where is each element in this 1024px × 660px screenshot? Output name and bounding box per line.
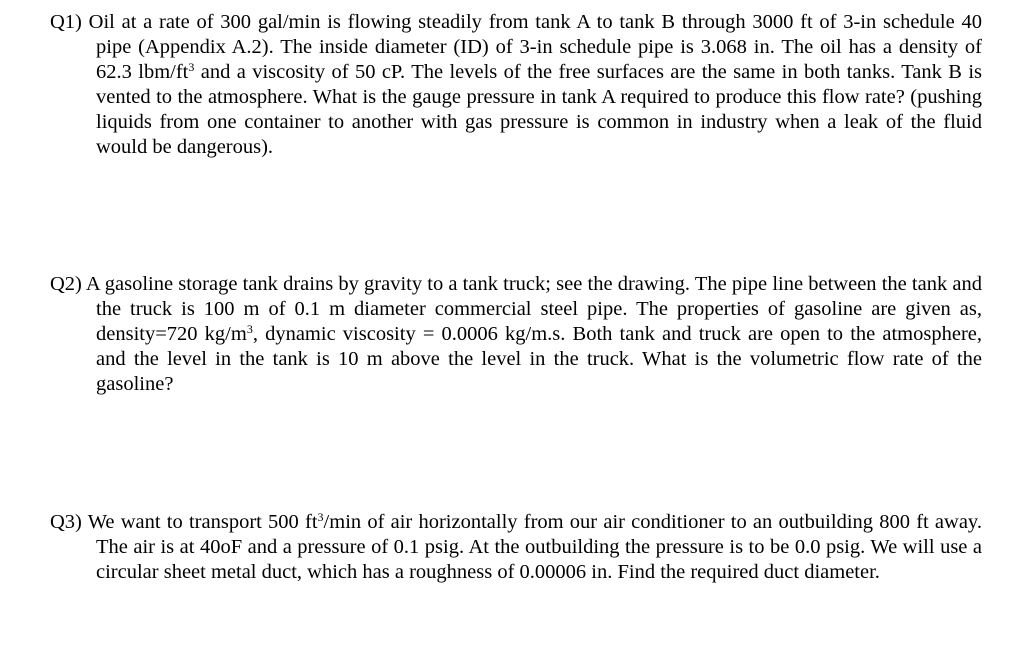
question-2-text-b: , dynamic viscosity = 0.0006 kg/m.s. Both tank and truck are open to the atmosphere, and the level in the tank is 10 m above the level in the truck. What is the volumetric flow rate of the gasoline? xyxy=(96,323,982,395)
question-3-text-a: Q3) We want to transport 500 ft xyxy=(50,511,318,533)
question-2-superscript: 3 xyxy=(246,322,253,336)
question-3-superscript: 3 xyxy=(317,510,324,524)
question-3 xyxy=(50,510,982,585)
question-2-text-a: Q2) A gasoline storage tank drains by gravity to a tank truck; see the drawing. The pipe line between the tank and the truck is 100 m of 0.1 m diameter commercial steel pipe. The properties of gasoline are given as, density=720 kg/m xyxy=(50,273,982,345)
question-1 xyxy=(50,10,982,160)
question-1-text-a: Q1) Oil at a rate of 300 gal/min is flowing steadily from tank A to tank B through 3000 ft of 3-in schedule 40 pipe (Appendix A.2). The inside diameter (ID) of 3-in schedule pipe is 3.068 in. The oil has a density of 62.3 lbm/ft xyxy=(50,11,982,83)
question-1-text-b: and a viscosity of 50 cP. The levels of the free surfaces are the same in both tanks. Tank B is vented to the atmosphere. What is the gauge pressure in tank A required to produce this flow rate? (pushing liquids from one container to another with gas pressure is common in industry when a leak of the fluid would be dangerous). xyxy=(96,61,983,158)
question-3-text-b: /min of air horizontally from our air conditioner to an outbuilding 800 ft away. The air is at 40oF and a pressure of 0.1 psig. At the outbuilding the pressure is to be 0.0 psig. We will use a circular sheet metal duct, which has a roughness of 0.00006 in. Find the required duct diameter. xyxy=(96,511,982,583)
question-2 xyxy=(50,272,982,397)
question-1-superscript: 3 xyxy=(188,60,195,74)
